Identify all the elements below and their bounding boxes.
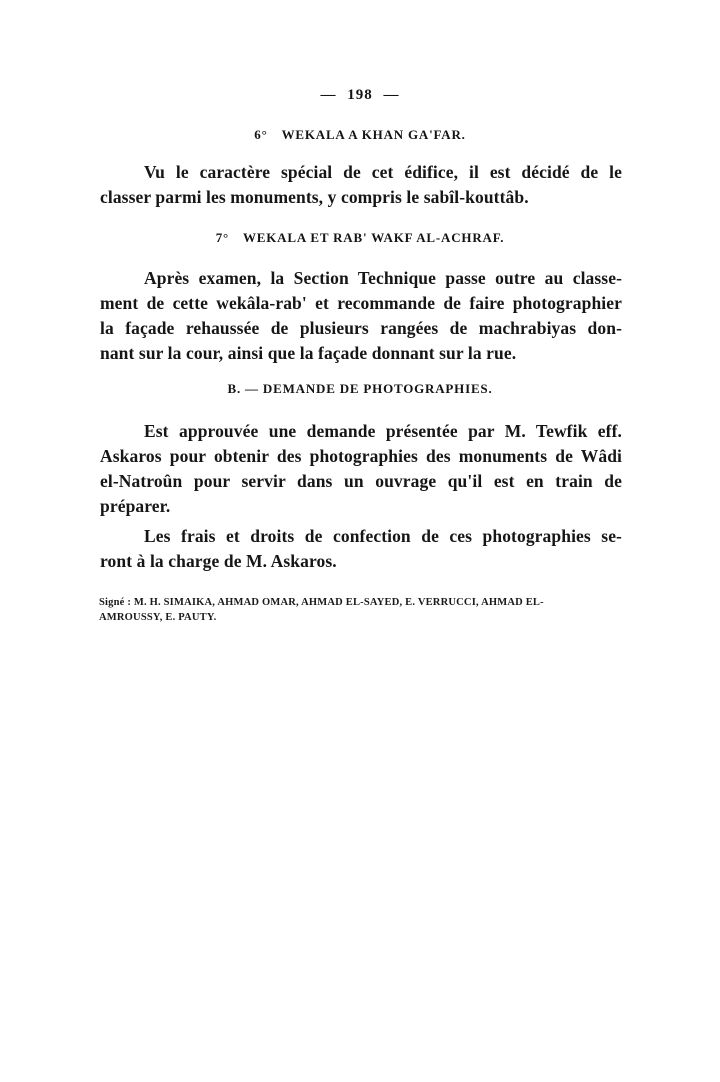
section-number: 7°	[215, 230, 229, 245]
section-title: WEKALA ET RAB' WAKF AL-ACHRAF.	[243, 230, 505, 245]
paragraph-wekala-rab-examen	[100, 266, 622, 366]
text-line: Les frais et droits de confection de ces photographies se-	[144, 526, 622, 546]
section-heading-b	[0, 381, 720, 397]
text-line: classer parmi les monuments, y compris le sabîl-kouttâb.	[100, 187, 529, 207]
paragraph-frais-photographies	[100, 524, 622, 574]
text-line: Après examen, la Section Technique passe outre au classe-	[144, 268, 622, 288]
text-line: ront à la charge de M. Askaros.	[100, 551, 337, 571]
text-line: Vu le caractère spécial de cet édifice, il est décidé de le	[144, 162, 622, 182]
paragraph-classement-khan-gafar	[100, 160, 622, 210]
text-line: Signé : M. H. SIMAIKA, AHMAD OMAR, AHMAD EL-SAYED, E. VERRUCCI, AHMAD EL-	[99, 597, 544, 608]
section-title: WEKALA A KHAN GA'FAR.	[281, 127, 466, 142]
text-line: nant sur la cour, ainsi que la façade donnant sur la rue.	[100, 343, 517, 363]
section-title: B. — DEMANDE DE PHOTOGRAPHIES.	[227, 381, 493, 396]
page-number: — 198 —	[320, 87, 400, 103]
section-number: 6°	[254, 127, 268, 142]
text-line: Est approuvée une demande présentée par M. Tewfik eff.	[144, 421, 622, 441]
text-line: la façade rehaussée de plusieurs rangées de machrabiyas don-	[100, 318, 622, 338]
signature-block	[99, 595, 623, 625]
text-line: AMROUSSY, E. PAUTY.	[99, 612, 217, 623]
paragraph-demande-photographies	[100, 419, 622, 519]
text-line: préparer.	[100, 496, 171, 516]
section-heading-6	[0, 127, 720, 143]
text-line: ment de cette wekâla-rab' et recommande de faire photographier	[100, 293, 622, 313]
text-line: Askaros pour obtenir des photographies des monuments de Wâdi	[100, 446, 622, 466]
section-heading-7	[0, 230, 720, 246]
text-line: el-Natroûn pour servir dans un ouvrage qu'il est en train de	[100, 471, 622, 491]
